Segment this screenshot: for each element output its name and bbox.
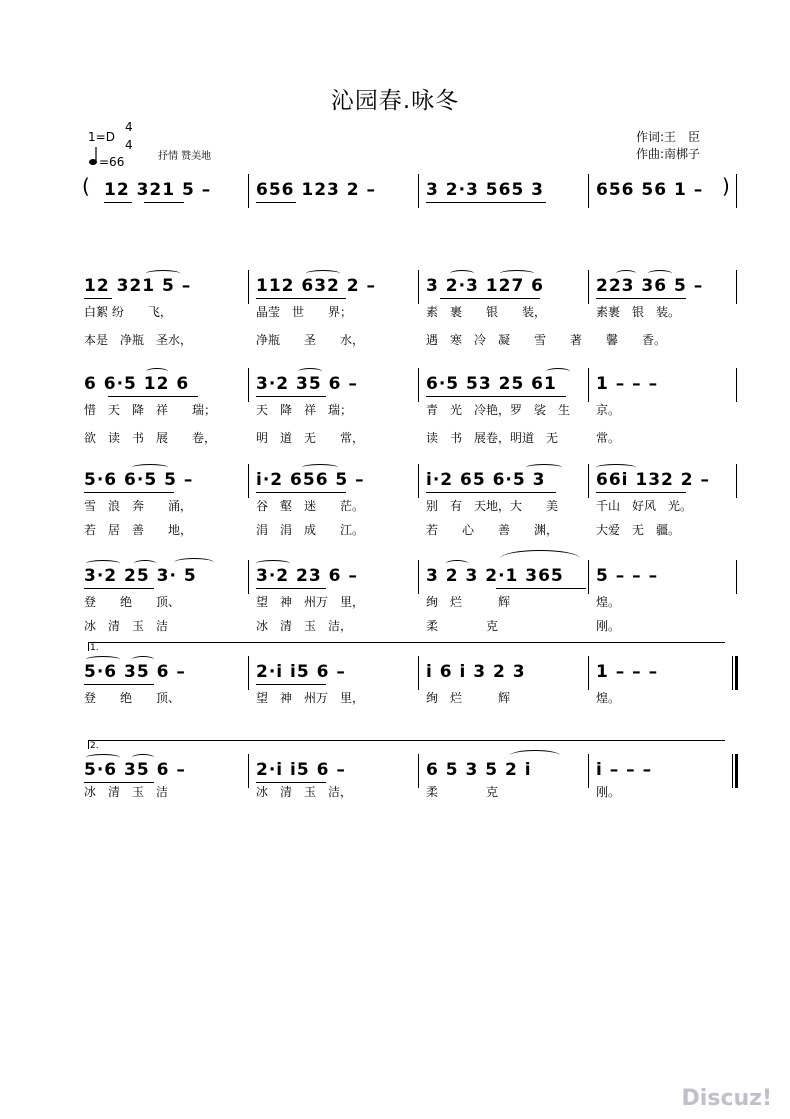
beam-underline [440, 298, 540, 299]
beam-underline [84, 588, 154, 589]
beam-underline [84, 298, 112, 299]
lyric-line-2: 欲 读 书 展 卷， [84, 431, 217, 445]
lyric-line-1: 雪 浪 奔 涌， [84, 499, 193, 513]
volta-number: 1. [90, 643, 99, 653]
measure: 3 2·3 565 3 [426, 180, 545, 200]
measure: i – – – [596, 760, 653, 780]
barline [588, 174, 589, 208]
lyric-line-2: 冰 清 玉 洁 [84, 619, 169, 633]
lyric-line-2: 涓 涓 成 江。 [256, 523, 365, 537]
lyric-line-1: 冰 清 玉 洁， [256, 785, 353, 799]
barline [248, 270, 249, 304]
measure: 5·6 6·5 5 – [84, 470, 194, 490]
volta-number: 2. [90, 741, 99, 751]
measure: 1 – – – [596, 374, 659, 394]
barline [418, 656, 419, 690]
lyric-line-2: 冰 清 玉 洁， [256, 619, 353, 633]
beam-underline [256, 396, 326, 397]
watermark: Discuz! [681, 1086, 772, 1111]
lyric-line-1: 柔 克 [426, 785, 499, 799]
lyric-line-1: 冰 清 玉 洁 [84, 785, 169, 799]
final-barline-thick [735, 754, 738, 788]
measure: 3·2 23 6 – [256, 566, 358, 586]
lyric-line-1: 煌。 [596, 595, 621, 609]
measure: 6·5 53 25 61 [426, 374, 557, 394]
barline [418, 174, 419, 208]
lyric-line-1: 登 绝 顶、 [84, 691, 181, 705]
lyric-line-1: 惜 天 降 祥 瑞； [84, 403, 217, 417]
lyric-line-1: 京。 [596, 403, 621, 417]
lyric-line-2: 本是 净瓶 圣水， [84, 333, 193, 347]
barline [588, 270, 589, 304]
key-signature: 1=D [88, 130, 115, 144]
beam-underline [104, 202, 132, 203]
lyric-line-1: 青 光 冷艳，罗 裟 生 [426, 403, 571, 417]
barline [248, 368, 249, 402]
beam-underline [256, 588, 326, 589]
time-signature-bottom: 4 [125, 138, 133, 152]
measure: 3·2 35 6 – [256, 374, 358, 394]
barline [736, 270, 737, 304]
lyric-line-1: 素 裹 银 装， [426, 305, 547, 319]
slur [500, 550, 580, 567]
beam-underline [144, 202, 184, 203]
lyric-line-1: 望 神 州万 里， [256, 691, 365, 705]
composer: 作曲:南梆子 [636, 147, 701, 161]
repeat-paren-close: ) [722, 174, 730, 198]
lyric-line-2: 若 居 善 地， [84, 523, 193, 537]
lyric-line-2: 明 道 无 常， [256, 431, 365, 445]
lyric-line-2: 遇 寒 冷 凝 雪 著 馨 香。 [426, 333, 667, 347]
lyric-line-1: 望 神 州万 里， [256, 595, 365, 609]
measure: i·2 656 5 – [256, 470, 365, 490]
measure: 656 123 2 – [256, 180, 377, 200]
barline [736, 368, 737, 402]
beam-underline [496, 588, 586, 589]
beam-underline [256, 492, 346, 493]
final-barline-thin [732, 754, 733, 788]
expression-marking: 抒情 赞美地 [158, 151, 212, 162]
time-signature-top: 4 [125, 120, 133, 134]
measure: 3·2 25 3· 5 [84, 566, 197, 586]
beam-underline [256, 202, 296, 203]
beam-underline [256, 684, 326, 685]
lyric-line-2: 常。 [596, 431, 621, 445]
lyric-line-2: 大爱 无 疆。 [596, 523, 681, 537]
lyric-line-1: 天 降 祥 瑞； [256, 403, 353, 417]
measure: 3 2·3 127 6 [426, 276, 545, 296]
volta-bracket [88, 740, 725, 749]
measure: 6 6·5 12 6 [84, 374, 190, 394]
repeat-paren-open: ( [82, 174, 90, 198]
barline [418, 270, 419, 304]
measure: 6 5 3 5 2 i [426, 760, 532, 780]
beam-underline [84, 492, 174, 493]
beam-underline [256, 298, 346, 299]
lyric-line-1: 刚。 [596, 785, 621, 799]
measure: i 6 i 3 2 3 [426, 662, 526, 682]
beam-underline [84, 684, 154, 685]
barline [588, 464, 589, 498]
lyric-line-1: 素裹 银 装。 [596, 305, 681, 319]
barline [248, 464, 249, 498]
barline [418, 368, 419, 402]
measure: 12 321 5 – [84, 276, 192, 296]
barline [418, 754, 419, 788]
measure: 656 56 1 – [596, 180, 704, 200]
song-title: 沁园春.咏冬 [330, 88, 460, 114]
lyric-line-2: 刚。 [596, 619, 621, 633]
volta-bracket [88, 642, 725, 651]
lyric-line-1: 谷 壑 迷 茫。 [256, 499, 365, 513]
measure: 5 – – – [596, 566, 659, 586]
measure: 2·i i5 6 – [256, 760, 346, 780]
lyric-line-1: 晶莹 世 界； [256, 305, 353, 319]
barline [418, 464, 419, 498]
beam-underline [426, 492, 556, 493]
lyric-line-1: 绚 烂 辉 [426, 691, 511, 705]
measure: 1 – – – [596, 662, 659, 682]
measure: 5·6 35 6 – [84, 760, 186, 780]
barline [588, 560, 589, 594]
beam-underline [596, 298, 686, 299]
measure: 12 321 5 – [104, 180, 212, 200]
tempo-marking: =66 [99, 155, 125, 169]
lyric-line-2: 净瓶 圣 水， [256, 333, 365, 347]
measure: 66i 132 2 – [596, 470, 711, 490]
beam-underline [596, 492, 686, 493]
lyric-line-1: 白絮 纷 飞， [84, 305, 172, 319]
lyric-line-2: 读 书 展卷，明道 无 [426, 431, 559, 445]
barline [248, 656, 249, 690]
measure: 2·i i5 6 – [256, 662, 346, 682]
barline [248, 560, 249, 594]
lyric-line-2: 柔 克 [426, 619, 499, 633]
measure: i·2 65 6·5 3 [426, 470, 546, 490]
repeat-barline-thin [732, 656, 733, 690]
beam-underline [426, 396, 566, 397]
barline [588, 368, 589, 402]
repeat-barline-thick [735, 656, 738, 690]
lyric-line-1: 登 绝 顶、 [84, 595, 181, 609]
beam-underline [426, 202, 546, 203]
lyric-line-1: 煌。 [596, 691, 621, 705]
measure: 3 2 3 2·1 365 [426, 566, 564, 586]
barline [736, 174, 737, 208]
barline [736, 464, 737, 498]
measure: 223 36 5 – [596, 276, 704, 296]
beam-underline [108, 396, 198, 397]
measure: 5·6 35 6 – [84, 662, 186, 682]
lyricist: 作词:王 臣 [636, 130, 701, 144]
lyric-line-2: 若 心 善 渊， [426, 523, 559, 537]
lyric-line-1: 别 有 天地，大 美 [426, 499, 559, 513]
barline [418, 560, 419, 594]
barline [248, 754, 249, 788]
measure: 112 632 2 – [256, 276, 377, 296]
quarter-note-icon [88, 146, 98, 166]
barline [248, 174, 249, 208]
barline [736, 560, 737, 594]
lyric-line-1: 绚 烂 辉 [426, 595, 511, 609]
barline [588, 754, 589, 788]
barline [588, 656, 589, 690]
lyric-line-1: 千山 好风 光。 [596, 499, 693, 513]
